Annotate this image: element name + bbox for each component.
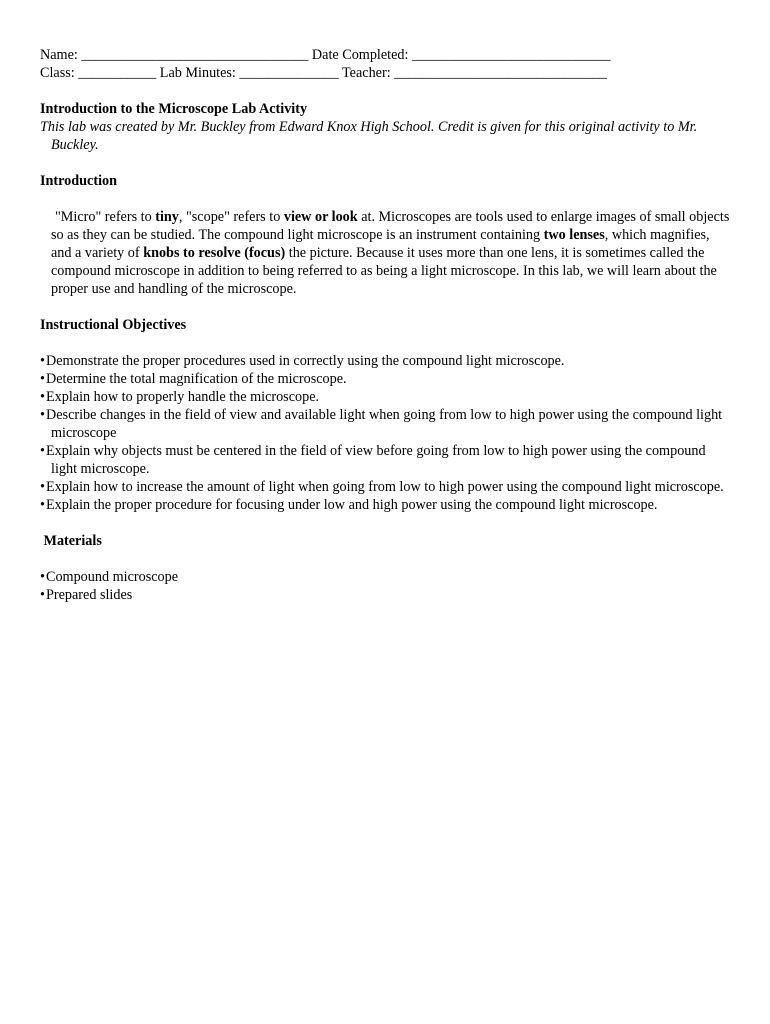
bullet-icon: •: [40, 497, 45, 513]
list-item: [40, 352, 730, 370]
intro-bold-knobs: knobs to resolve (focus): [143, 245, 286, 261]
objectives-list: [40, 352, 730, 514]
objectives-heading: Instructional Objectives: [40, 317, 187, 333]
intro-text-1: "Micro" refers to: [55, 209, 156, 225]
list-item: [40, 478, 730, 496]
bullet-icon: •: [40, 569, 45, 585]
credit-note: This lab was created by Mr. Buckley from Edward Knox High School. Credit is given for this original activity to Mr. Buckley.: [40, 119, 698, 153]
list-item: [40, 568, 730, 586]
material-text: Prepared slides: [46, 587, 133, 603]
objective-text: Explain why objects must be centered in the field of view before going from low to high power using the compound light microscope.: [46, 443, 706, 477]
intro-bold-tiny: tiny: [155, 209, 179, 225]
objective-text: Demonstrate the proper procedures used in correctly using the compound light microscope.: [46, 353, 565, 369]
objective-text: Explain how to properly handle the microscope.: [46, 389, 320, 405]
bullet-icon: •: [40, 407, 45, 423]
objective-text: Explain the proper procedure for focusing under low and high power using the compound light microscope.: [46, 497, 658, 513]
intro-text-2: , "scope" refers to: [178, 209, 284, 225]
intro-bold-view: view or look: [283, 209, 358, 225]
list-item: [40, 496, 730, 514]
list-item: [40, 586, 730, 604]
materials-list: [40, 568, 730, 604]
bullet-icon: •: [40, 587, 45, 603]
list-item: [40, 370, 730, 388]
objective-text: Describe changes in the field of view and available light when going from low to high power using the compound light microscope: [46, 407, 723, 441]
bullet-icon: •: [40, 389, 45, 405]
intro-text-5: the picture. Because it uses more than one lens, it is sometimes called the compound microscope in addition to being referred to as being a light microscope. In this lab, we will learn about the proper use and handling of the microscope.: [51, 245, 717, 297]
materials-heading: Materials: [40, 533, 102, 549]
document-page: [40, 46, 730, 604]
name-date-line: Name: ________________________________ Date Completed: ____________________________: [40, 47, 611, 63]
bullet-icon: •: [40, 479, 45, 495]
intro-text-3: at. Microscopes are tools used to enlarge images of small objects so as they can be studied. The compound light microscope is an instrument containing: [51, 209, 730, 243]
objective-text: Explain how to increase the amount of light when going from low to high power using the compound light microscope.: [46, 479, 724, 495]
lab-title: Introduction to the Microscope Lab Activity: [40, 101, 308, 117]
list-item: [40, 442, 730, 478]
bullet-icon: •: [40, 353, 45, 369]
student-info-header: [40, 46, 730, 82]
material-text: Compound microscope: [46, 569, 179, 585]
intro-text-4: , which magnifies, and a variety of: [51, 227, 710, 261]
class-minutes-teacher-line: Class: ___________ Lab Minutes: ______________ Teacher: ______________________________: [40, 65, 607, 81]
introduction-heading: Introduction: [40, 173, 117, 189]
introduction-paragraph: [40, 208, 730, 298]
list-item: [40, 406, 730, 442]
list-item: [40, 388, 730, 406]
objective-text: Determine the total magnification of the microscope.: [46, 371, 347, 387]
bullet-icon: •: [40, 443, 45, 459]
intro-bold-lenses: two lenses: [543, 227, 605, 243]
bullet-icon: •: [40, 371, 45, 387]
